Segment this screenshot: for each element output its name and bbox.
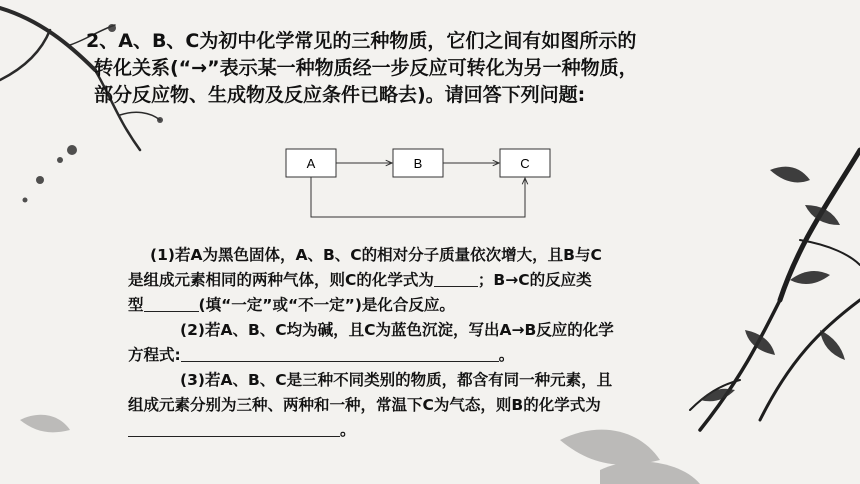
question-number: 2、 [86, 30, 119, 52]
arrow-a-to-c [311, 177, 525, 217]
node-a-label: A [306, 156, 316, 171]
conversion-diagram [280, 145, 560, 223]
answer-blank-c-formula[interactable] [434, 270, 478, 287]
stem-line-1: 2、A、B、C为初中化学常见的三种物质，它们之间有如图所示的 [86, 30, 637, 52]
part2-line-1: (2)若A、B、C均为碱，且C为蓝色沉淀，写出A→B反应的化学 [180, 321, 614, 339]
part2-line-2: 方程式: 。 [128, 346, 515, 364]
stem-line-2: 转化关系(“→”表示某一种物质经一步反应可转化为另一种物质， [94, 57, 638, 79]
part1-line-1: (1)若A为黑色固体，A、B、C的相对分子质量依次增大，且B与C [150, 246, 602, 264]
part1-line-2: 是组成元素相同的两种气体，则C的化学式为 ；B→C的反应类 [128, 271, 592, 289]
part3-line-1: (3)若A、B、C是三种不同类别的物质，都含有同一种元素，且 [180, 371, 613, 389]
part3-line-2: 组成元素分别为三种、两种和一种，常温下C为气态，则B的化学式为 [128, 396, 601, 414]
part3-line-3: 。 [128, 418, 778, 443]
part1-line-3: 型 (填“一定”或“不一定”)是化合反应。 [128, 296, 455, 314]
answer-blank-reaction-type[interactable] [144, 295, 199, 312]
stem-line-3: 部分反应物、生成物及反应条件已略去)。请回答下列问题: [94, 84, 586, 106]
question-stem [86, 28, 816, 109]
sub-questions [128, 243, 778, 443]
answer-blank-equation[interactable] [181, 345, 499, 362]
answer-blank-b-formula[interactable] [128, 420, 340, 437]
node-c-label: C [520, 156, 530, 171]
node-b-label: B [413, 156, 423, 171]
